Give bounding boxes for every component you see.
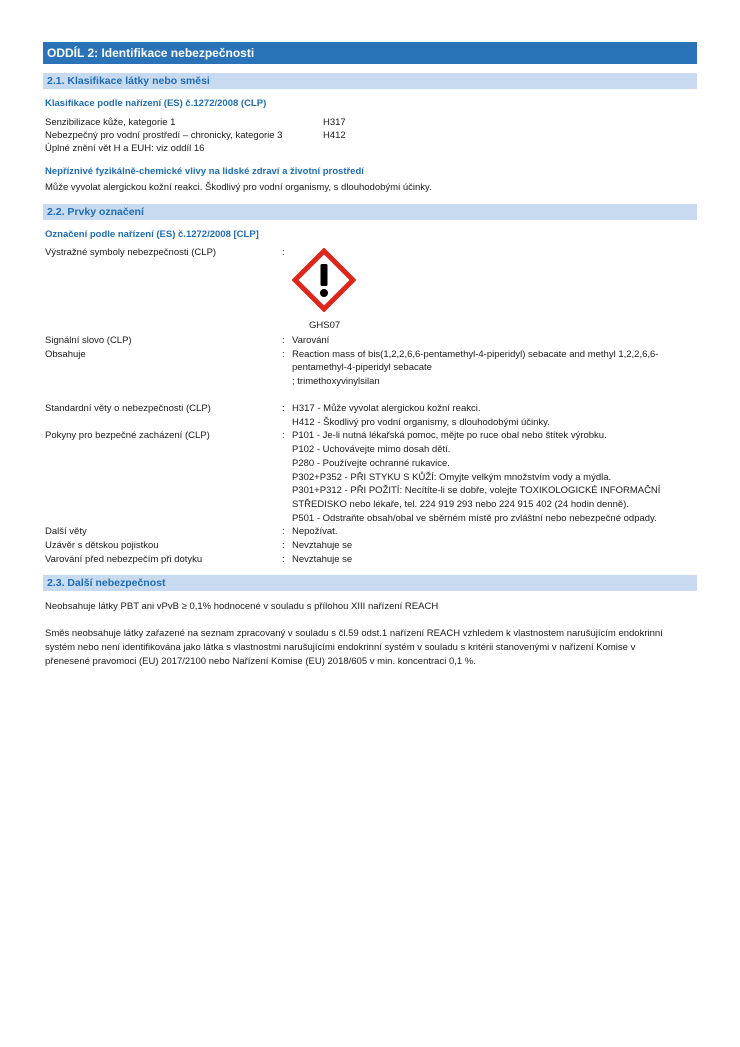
precautionary-statement: P501 - Odstraňte obsah/obal ve sběrném místě pro zvláštní nebo nebezpečné odpady. <box>292 513 657 524</box>
classification-label: Nebezpečný pro vodní prostředí – chronicky, kategorie 3 <box>45 130 283 141</box>
colon: : <box>282 540 285 551</box>
pictogram-code: GHS07 <box>309 320 341 331</box>
colon: : <box>282 526 285 537</box>
precautionary-statement: P302+P352 - PŘI STYKU S KŮŽÍ: Omyjte velkým množstvím vody a mýdla. <box>292 472 612 483</box>
exclamation-mark-diamond-icon <box>292 248 356 312</box>
child-resistant-label: Uzávěr s dětskou pojistkou <box>45 540 159 551</box>
hazard-statement: H412 - Škodlivý pro vodní organismy, s dlouhodobými účinky. <box>292 417 550 428</box>
precautionary-statement: STŘEDISKO nebo lékaře, tel. 224 919 293 nebo 224 915 402 (24 hodin denně). <box>292 499 629 510</box>
colon: : <box>282 247 285 258</box>
colon: : <box>282 349 285 360</box>
endocrine-statement-line: přenesené pravomoci (EU) 2017/2100 nebo Nařízení Komise (EU) 2018/605 v min. koncentraci 0,1 %. <box>45 656 476 667</box>
pbt-statement: Neobsahuje látky PBT ani vPvB ≥ 0,1% hodnocené v souladu s přílohou XIII nařízení REACH <box>45 601 439 612</box>
hazard-statements-label: Standardní věty o nebezpečnosti (CLP) <box>45 403 211 414</box>
signal-word: Varování <box>292 335 330 346</box>
pictogram-label: Výstražné symboly nebezpečnosti (CLP) <box>45 247 217 258</box>
precautionary-statement: P301+P312 - PŘI POŽITÍ: Necítíte-li se dobře, volejte TOXIKOLOGICKÉ INFORMAČNÍ <box>292 485 661 496</box>
classification-code: H317 <box>323 117 346 128</box>
precautionary-statement: P101 - Je-li nutná lékařská pomoc, mějte po ruce obal nebo štítek výrobku. <box>292 430 607 441</box>
effects-text: Může vyvolat alergickou kožní reakci. Škodlivý pro vodní organismy, s dlouhodobými účinky. <box>45 182 432 193</box>
contains-line: Reaction mass of bis(1,2,2,6,6-pentamethyl-4-piperidyl) sebacate and methyl 1,2,2,6,6- <box>292 349 659 360</box>
colon: : <box>282 335 285 346</box>
child-resistant-value: Nevztahuje se <box>292 540 353 551</box>
precautionary-statement: P102 - Uchovávejte mimo dosah dětí. <box>292 444 451 455</box>
contains-label: Obsahuje <box>45 349 86 360</box>
signal-word-label: Signální slovo (CLP) <box>45 335 132 346</box>
clp-classification-heading: Klasifikace podle nařízení (ES) č.1272/2008 (CLP) <box>45 98 267 109</box>
classification-code: H412 <box>323 130 346 141</box>
effects-heading: Nepříznivé fyzikálně-chemické vlivy na lidské zdraví a životní prostředí <box>45 166 364 177</box>
subsection-header-2-1: 2.1. Klasifikace látky nebo směsi <box>43 73 697 89</box>
endocrine-statement-line: Směs neobsahuje látky zařazené na seznam zpracovaný v souladu s čl.59 odst.1 nařízení REACH vzhledem k vlastnostem narušujícím endokrinní <box>45 628 663 639</box>
extra-phrases-value: Nepožívat. <box>292 526 338 537</box>
contains-line: pentamethyl-4-piperidyl sebacate <box>292 362 432 373</box>
precautionary-statement: P280 - Používejte ochranné rukavice. <box>292 458 450 469</box>
tactile-warning-label: Varování před nebezpečím při dotyku <box>45 554 203 565</box>
contains-line: ; trimethoxyvinylsilan <box>292 376 380 387</box>
endocrine-statement-line: systém nebo není identifikována jako látka s vlastnostmi narušujícími endokrinní systém v souladu s kritérii stanovenými v nařízení Komise v <box>45 642 636 653</box>
extra-phrases-label: Další věty <box>45 526 87 537</box>
classification-label: Senzibilizace kůže, kategorie 1 <box>45 117 176 128</box>
subsection-header-2-3: 2.3. Další nebezpečnost <box>43 575 697 591</box>
subsection-header-2-2: 2.2. Prvky označení <box>43 204 697 220</box>
tactile-warning-value: Nevztahuje se <box>292 554 353 565</box>
colon: : <box>282 430 285 441</box>
full-text-note: Úplné znění vět H a EUH: viz oddíl 16 <box>45 143 205 154</box>
colon: : <box>282 554 285 565</box>
colon: : <box>282 403 285 414</box>
clp-labelling-heading: Označení podle nařízení (ES) č.1272/2008 [CLP] <box>45 229 259 240</box>
precautionary-label: Pokyny pro bezpečné zacházení (CLP) <box>45 430 210 441</box>
section-title: ODDÍL 2: Identifikace nebezpečnosti <box>43 42 697 64</box>
hazard-statement: H317 - Může vyvolat alergickou kožní reakci. <box>292 403 481 414</box>
